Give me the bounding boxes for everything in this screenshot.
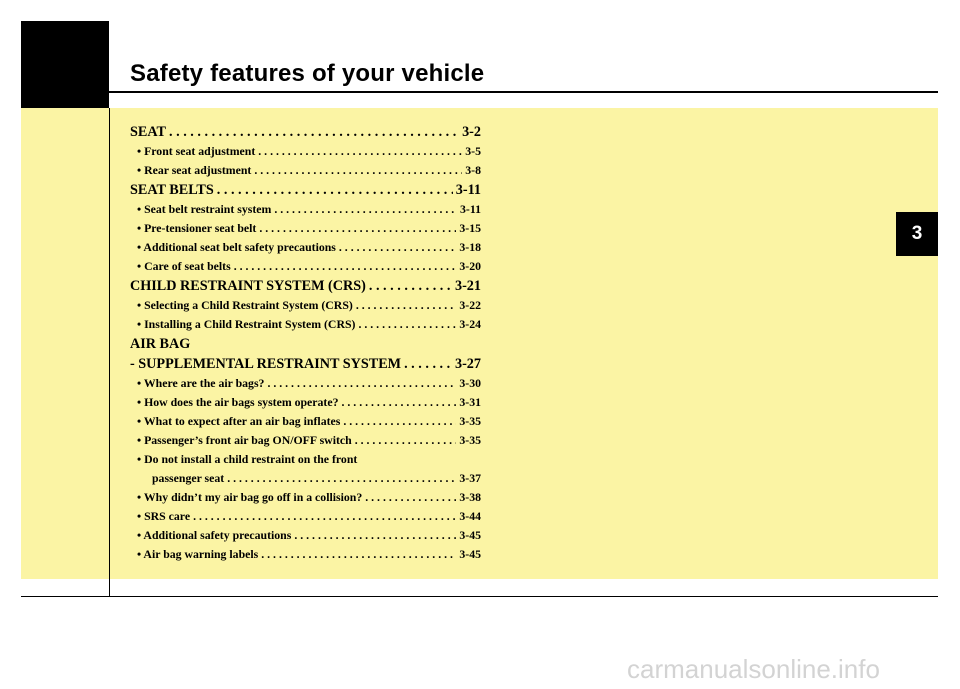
leader-dots <box>404 354 452 374</box>
toc-page: 3-2 <box>462 124 481 140</box>
leader-dots <box>342 393 457 412</box>
leader-dots <box>339 238 456 257</box>
toc-label: • What to expect after an air bag inflates <box>137 414 341 428</box>
toc-page: 3-11 <box>455 182 481 198</box>
toc-label: • Pre-tensioner seat belt <box>137 221 257 235</box>
toc-entry-seat-belts[interactable] <box>130 180 481 200</box>
toc-entry-installing-crs[interactable] <box>130 315 481 334</box>
toc-label: • Why didn’t my air bag go off in a collision? <box>137 490 363 504</box>
leader-dots <box>355 431 457 450</box>
watermark: carmanualsonline.info <box>627 654 880 684</box>
toc-label: • Selecting a Child Restraint System (CRS) <box>137 298 353 312</box>
leader-dots <box>227 469 456 488</box>
leader-dots <box>234 257 457 276</box>
toc-page: 3-11 <box>460 202 481 216</box>
toc-label: • Additional seat belt safety precautions <box>137 240 336 254</box>
toc-label: • Passenger’s front air bag ON/OFF switch <box>137 433 352 447</box>
toc-label: AIR BAG <box>130 336 191 352</box>
toc-label: • Care of seat belts <box>137 259 231 273</box>
leader-dots <box>294 526 456 545</box>
toc-page: 3-44 <box>459 509 481 523</box>
toc-page: 3-31 <box>459 395 481 409</box>
toc-page: 3-27 <box>454 356 481 372</box>
leader-dots <box>169 122 459 142</box>
toc-entry-air-bag[interactable] <box>130 334 481 354</box>
toc-label: CHILD RESTRAINT SYSTEM (CRS) <box>130 278 366 294</box>
leader-dots <box>343 412 456 431</box>
leader-dots <box>267 374 456 393</box>
toc-page: 3-18 <box>459 240 481 254</box>
toc-label: • How does the air bags system operate? <box>137 395 339 409</box>
leader-dots <box>369 276 452 296</box>
toc-page: 3-35 <box>459 414 481 428</box>
leader-dots <box>258 142 462 161</box>
corner-black-block <box>21 21 109 108</box>
toc-page: 3-45 <box>459 547 481 561</box>
toc-entry-do-not-install-child-restraint[interactable] <box>130 450 481 469</box>
leader-dots <box>358 315 456 334</box>
leader-dots <box>193 507 456 526</box>
toc-label: SEAT BELTS <box>130 182 214 198</box>
toc-entry-after-air-bag-inflates[interactable] <box>130 412 481 431</box>
leader-dots <box>356 296 457 315</box>
toc-page: 3-24 <box>459 317 481 331</box>
toc-label: • Air bag warning labels <box>137 547 259 561</box>
title-underline <box>109 91 938 93</box>
toc-entry-air-bag-warning-labels[interactable] <box>130 545 481 564</box>
toc-page: 3-20 <box>459 259 481 273</box>
leader-dots <box>261 545 456 564</box>
toc-entry-care-of-seat-belts[interactable] <box>130 257 481 276</box>
toc-label: • Installing a Child Restraint System (CRS) <box>137 317 356 331</box>
leader-dots <box>254 161 462 180</box>
toc-label: • Additional safety precautions <box>137 528 292 542</box>
table-of-contents <box>130 122 481 564</box>
page-title: Safety features of your vehicle <box>130 60 485 87</box>
toc-entry-additional-seat-belt-precautions[interactable] <box>130 238 481 257</box>
toc-page: 3-5 <box>465 144 481 158</box>
toc-label: • Front seat adjustment <box>137 144 256 158</box>
chapter-tab[interactable]: 3 <box>896 212 938 256</box>
toc-entry-pre-tensioner-seat-belt[interactable] <box>130 219 481 238</box>
toc-label: • Seat belt restraint system <box>137 202 272 216</box>
margin-line <box>109 108 110 596</box>
toc-label: - SUPPLEMENTAL RESTRAINT SYSTEM <box>130 356 402 372</box>
toc-entry-how-air-bags-operate[interactable] <box>130 393 481 412</box>
toc-page: 3-30 <box>459 376 481 390</box>
toc-page: 3-37 <box>459 471 481 485</box>
toc-label: • Do not install a child restraint on the front <box>137 452 358 466</box>
toc-entry-supplemental-restraint-system[interactable] <box>130 354 481 374</box>
toc-page: 3-22 <box>459 298 481 312</box>
toc-entry-selecting-crs[interactable] <box>130 296 481 315</box>
toc-page: 3-15 <box>459 221 481 235</box>
toc-page: 3-21 <box>454 278 481 294</box>
toc-entry-child-restraint-system[interactable] <box>130 276 481 296</box>
leader-dots <box>365 488 456 507</box>
bottom-rule <box>21 596 938 597</box>
toc-label: SEAT <box>130 124 167 140</box>
toc-entry-seat-belt-restraint-system[interactable] <box>130 200 481 219</box>
toc-entry-front-seat-adjustment[interactable] <box>130 142 481 161</box>
toc-entry-passenger-seat[interactable] <box>130 469 481 488</box>
toc-entry-additional-safety-precautions[interactable] <box>130 526 481 545</box>
toc-label: • Where are the air bags? <box>137 376 265 390</box>
toc-page: 3-35 <box>459 433 481 447</box>
toc-label: passenger seat <box>152 471 225 485</box>
toc-entry-passenger-air-bag-switch[interactable] <box>130 431 481 450</box>
toc-label: • SRS care <box>137 509 191 523</box>
toc-entry-where-are-air-bags[interactable] <box>130 374 481 393</box>
toc-entry-why-air-bag-did-not-deploy[interactable] <box>130 488 481 507</box>
toc-page: 3-38 <box>459 490 481 504</box>
toc-page: 3-45 <box>459 528 481 542</box>
toc-entry-seat[interactable] <box>130 122 481 142</box>
toc-label: • Rear seat adjustment <box>137 163 252 177</box>
toc-entry-srs-care[interactable] <box>130 507 481 526</box>
leader-dots <box>217 180 453 200</box>
toc-page: 3-8 <box>465 163 481 177</box>
toc-entry-rear-seat-adjustment[interactable] <box>130 161 481 180</box>
leader-dots <box>259 219 456 238</box>
leader-dots <box>274 200 457 219</box>
